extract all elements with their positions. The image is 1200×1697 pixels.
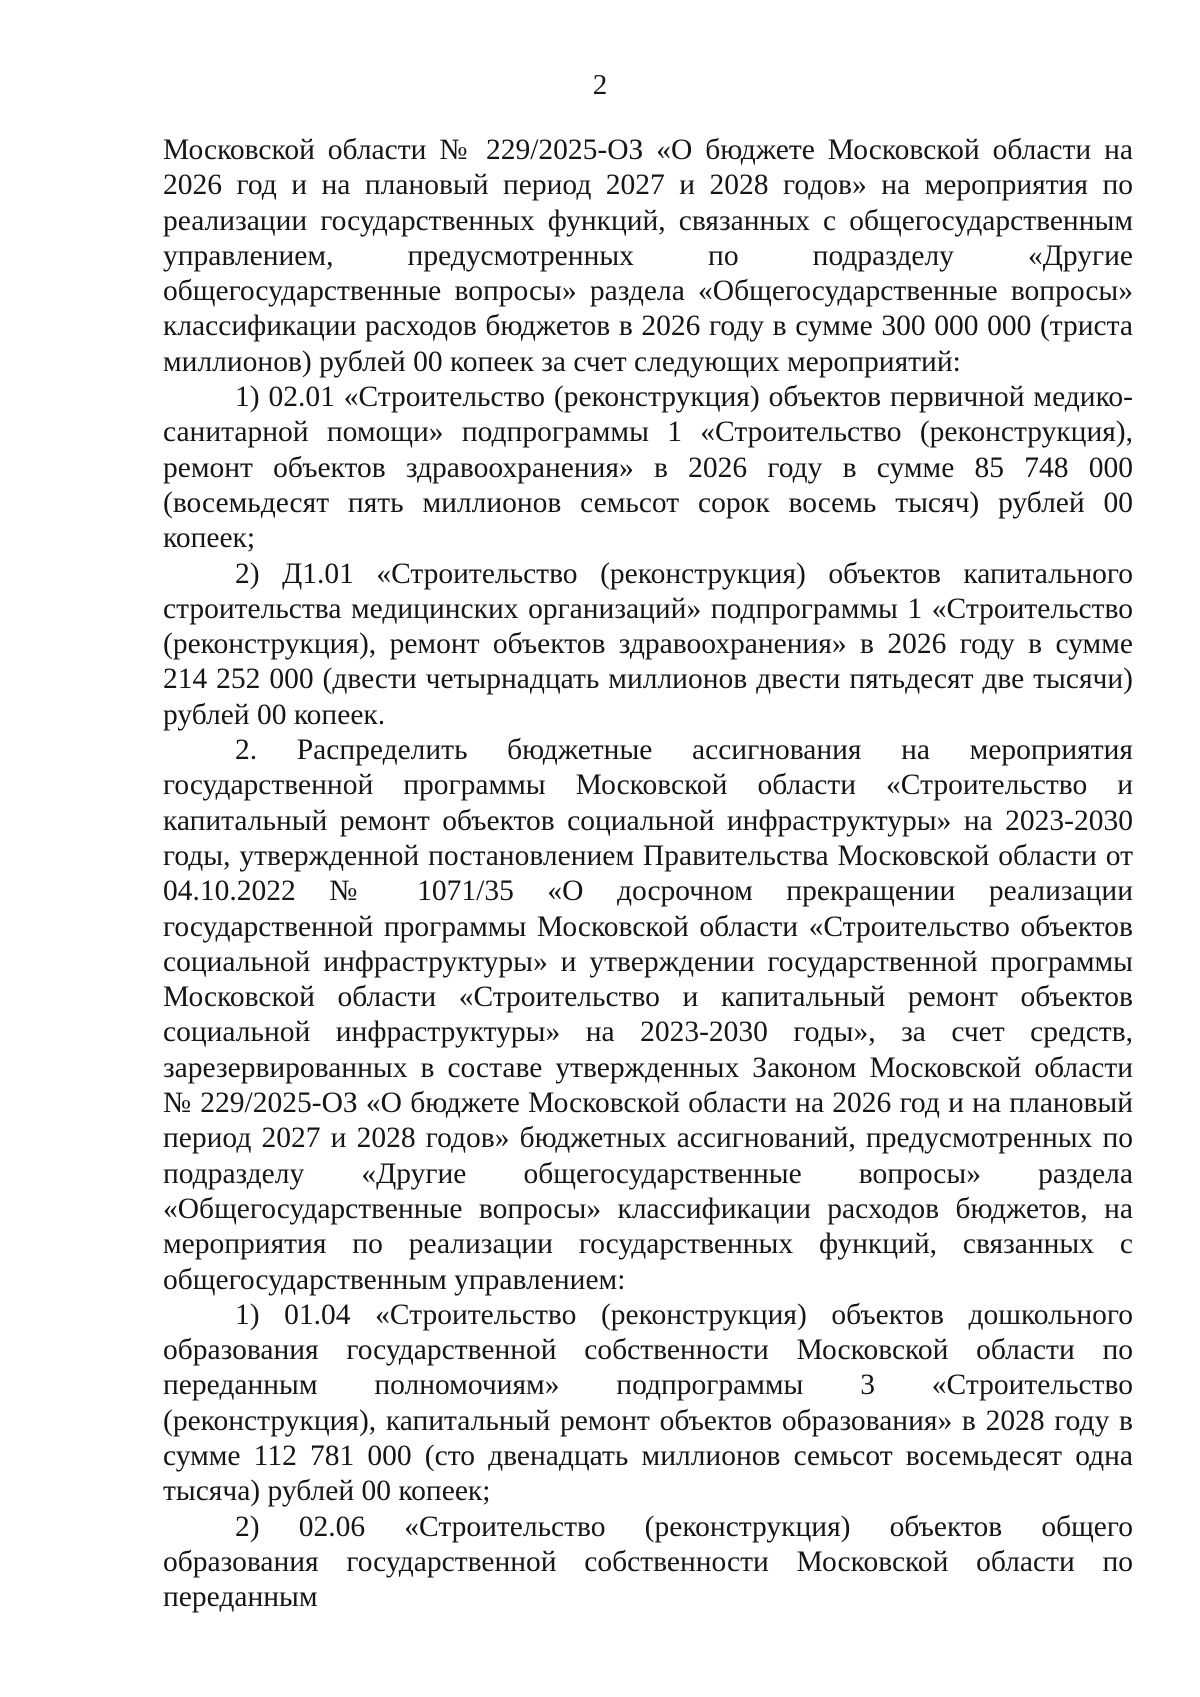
list-item-02-06: 2) 02.06 «Строительство (реконструкция) объектов общего образования государственной собственности Московской области по переданным [163,1510,1133,1614]
list-item-d1-01: 2) Д1.01 «Строительство (реконструкция) объектов капитального строительства медицинских организаций» подпрограммы 1 «Строительство (реконструкция), ремонт объектов здравоохранения» в 2026 году в сумме 214 252 000 (двести четырнадцать миллионов двести пятьдесят две тысячи) рублей 00 копеек. [163,557,1133,731]
list-item-02-01: 1) 02.01 «Строительство (реконструкция) объектов первичной медико-санитарной помощи» подпрограммы 1 «Строительство (реконструкция), ремонт объектов здравоохранения» в 2026 году в сумме 85 748 000 (восемьдесят пять миллионов семьсот сорок восемь тысяч) рублей 00 копеек; [163,381,1133,555]
document-body [163,133,1133,1615]
page-number: 2 [592,69,608,101]
list-item-01-04: 1) 01.04 «Строительство (реконструкция) объектов дошкольного образования государственной собственности Московской области по переданным полномочиям» подпрограммы 3 «Строительство (реконструкция), капитальный ремонт объектов образования» в 2028 году в сумме 112 781 000 (сто двенадцать миллионов семьсот восемьдесят одна тысяча) рублей 00 копеек; [163,1298,1133,1508]
paragraph-continuation: Московской области № 229/2025-ОЗ «О бюджете Московской области на 2026 год и на плановый период 2027 и 2028 годов» на мероприятия по реализации государственных функций, связанных с общегосударственным управлением, предусмотренных по подразделу «Другие общегосударственные вопросы» раздела «Общегосударственные вопросы» классификации расходов бюджетов в 2026 году в сумме 300 000 000 (триста миллионов) рублей 00 копеек за счет следующих мероприятий: [163,134,1133,378]
clause-2: 2. Распределить бюджетные ассигнования на мероприятия государственной программы Московской области «Строительство и капитальный ремонт объектов социальной инфраструктуры» на 2023-2030 годы, утвержденной постановлением Правительства Московской области от 04.10.2022 № 1071/35 «О досрочном прекращении реализации государственной программы Московской области «Строительство объектов социальной инфраструктуры» и утверждении государственной программы Московской области «Строительство и капитальный ремонт объектов социальной инфраструктуры» на 2023-2030 годы», за счет средств, зарезервированных в составе утвержденных Законом Московской области № 229/2025-ОЗ «О бюджете Московской области на 2026 год и на плановый период 2027 и 2028 годов» бюджетных ассигнований, предусмотренных по подразделу «Другие общегосударственные вопросы» раздела «Общегосударственные вопросы» классификации расходов бюджетов, на мероприятия по реализации государственных функций, связанных с общегосударственным управлением: [163,734,1133,1296]
